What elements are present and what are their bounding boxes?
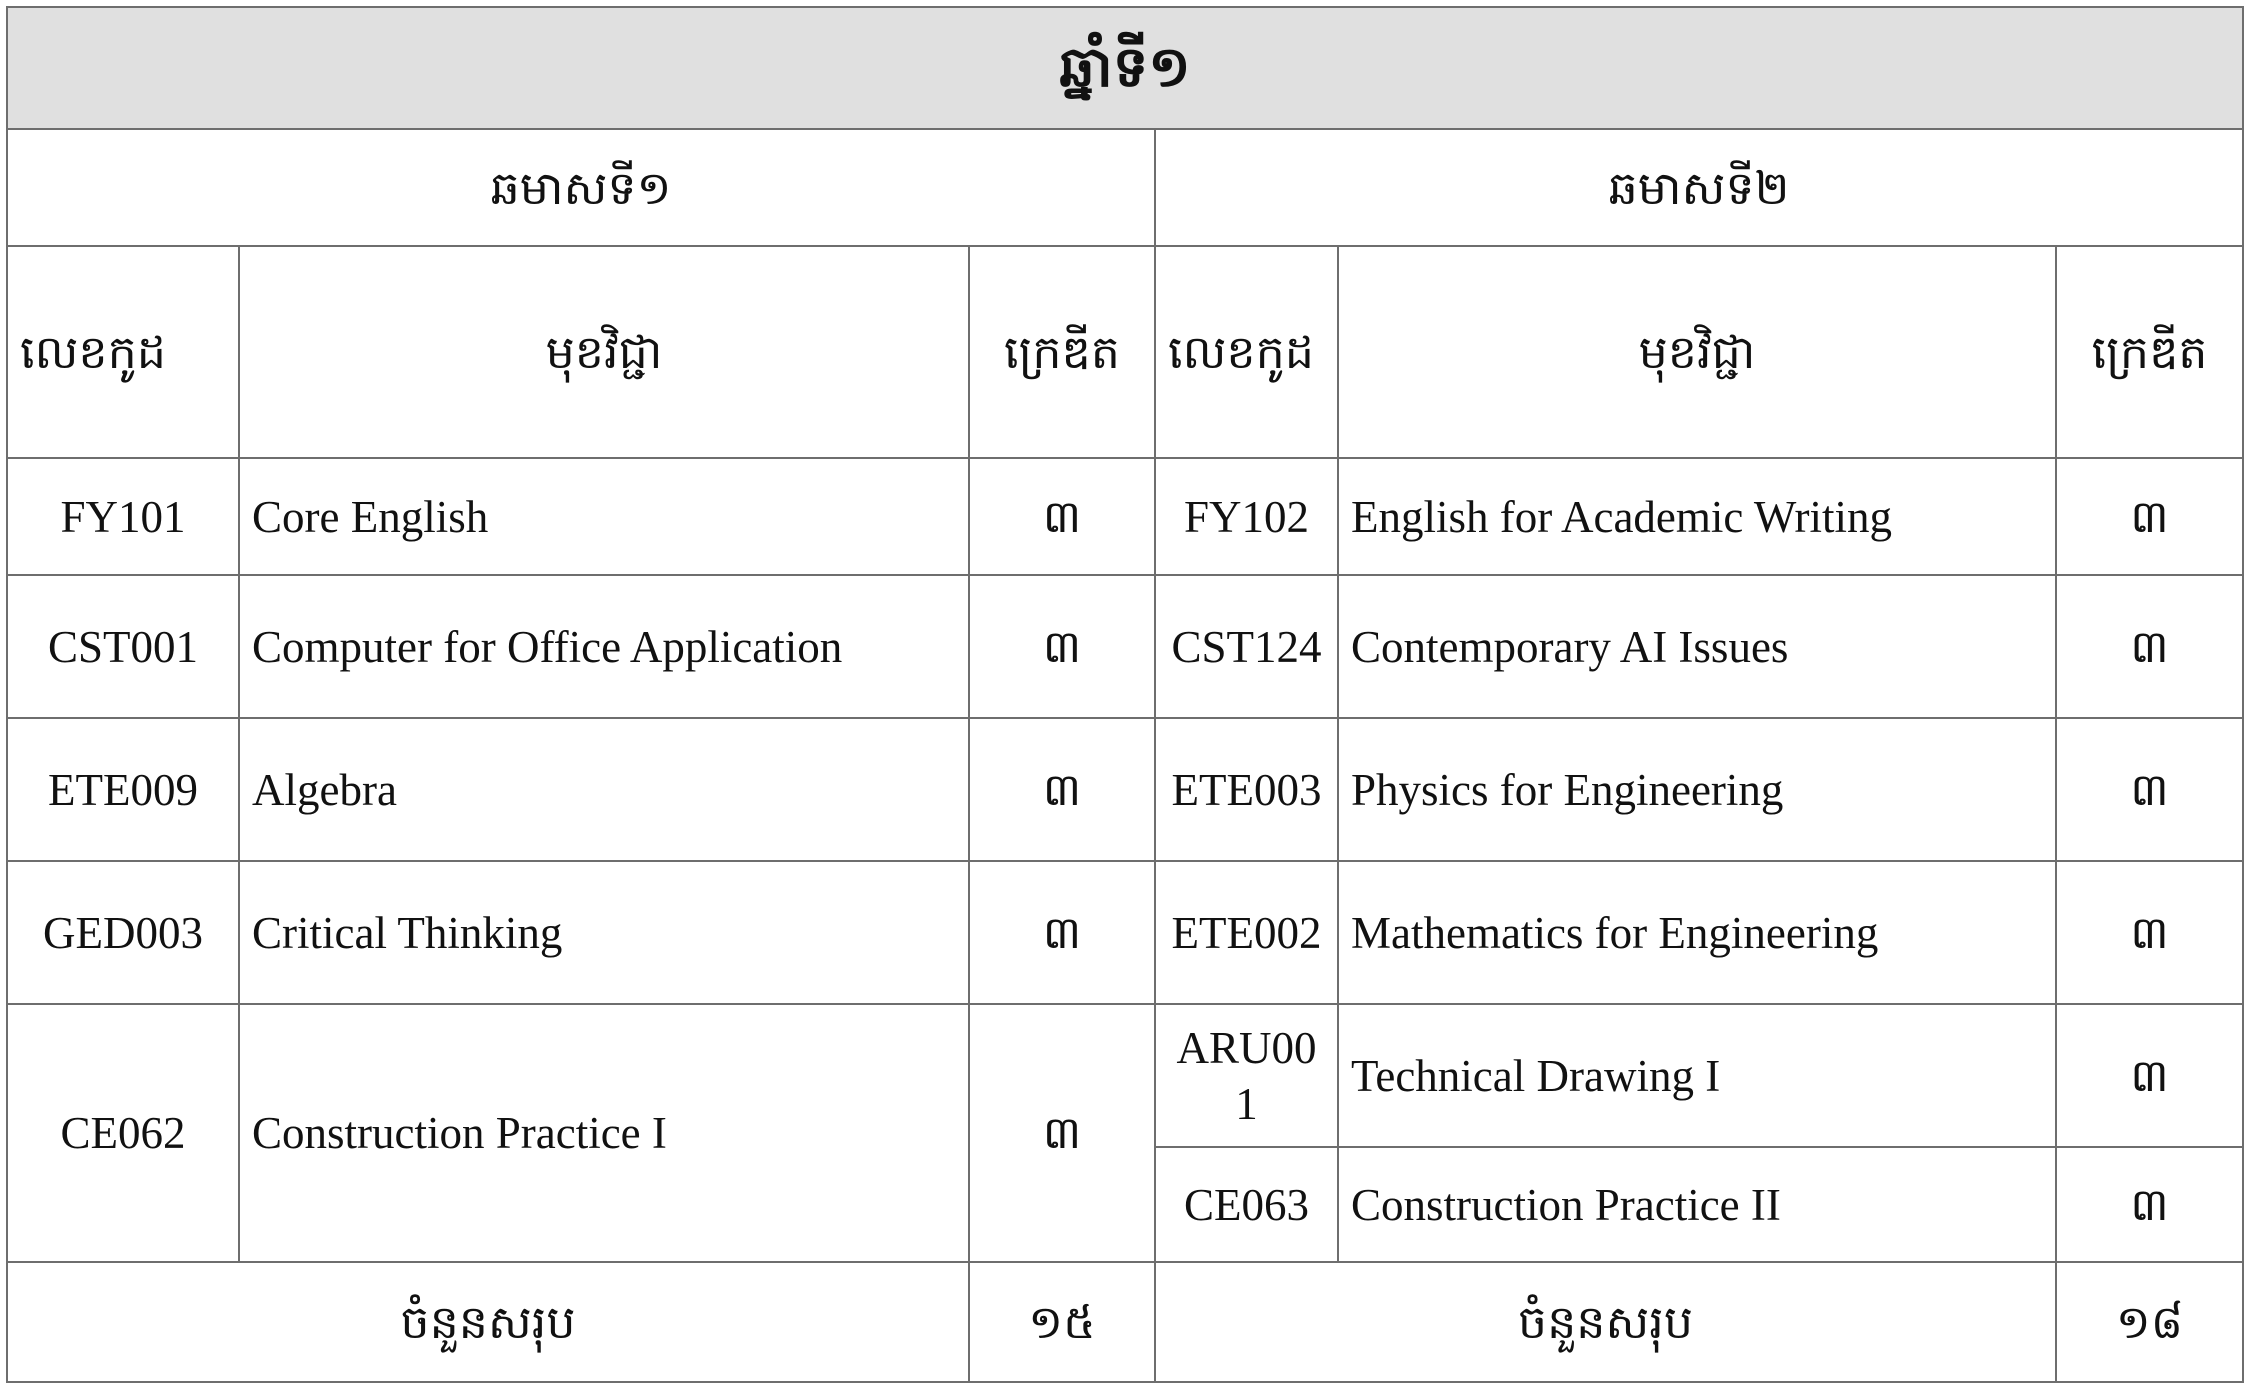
sem2-course-code: CE063 <box>1155 1147 1338 1262</box>
sem2-course-subject: English for Academic Writing <box>1338 458 2056 575</box>
sem2-course-code: ETE002 <box>1155 861 1338 1004</box>
sem2-course-code: ETE003 <box>1155 718 1338 861</box>
sem1-course-code: FY101 <box>7 458 239 575</box>
sem2-course-subject: Technical Drawing I <box>1338 1004 2056 1147</box>
sem2-course-credit: ៣ <box>2056 458 2243 575</box>
sem1-course-subject: Construction Practice I <box>239 1004 969 1262</box>
table-row <box>7 575 2243 718</box>
sem1-course-credit: ៣ <box>969 861 1155 1004</box>
sem1-total-credits: ១៥ <box>969 1262 1155 1382</box>
sem2-course-code: FY102 <box>1155 458 1338 575</box>
sem1-code-header: លេខកូដ <box>7 246 239 458</box>
sem1-course-code: ETE009 <box>7 718 239 861</box>
sem2-course-credit: ៣ <box>2056 1147 2243 1262</box>
sem1-total-label: ចំនួនសរុប <box>7 1262 969 1382</box>
sem1-course-code: CE062 <box>7 1004 239 1262</box>
sem2-code-header: លេខកូដ <box>1155 246 1338 458</box>
table-row <box>7 1004 2243 1147</box>
sem1-course-credit: ៣ <box>969 718 1155 861</box>
sem2-course-subject: Contemporary AI Issues <box>1338 575 2056 718</box>
sem1-course-credit: ៣ <box>969 1004 1155 1262</box>
sem2-total-credits: ១៨ <box>2056 1262 2243 1382</box>
sem1-course-subject: Core English <box>239 458 969 575</box>
sem1-course-credit: ៣ <box>969 458 1155 575</box>
sem1-course-subject: Critical Thinking <box>239 861 969 1004</box>
sem2-course-code: CST124 <box>1155 575 1338 718</box>
sem2-credit-header: ក្រេឌីត <box>2056 246 2243 458</box>
semester-2-title: ឆមាសទី២ <box>1155 129 2243 246</box>
sem2-course-credit: ៣ <box>2056 718 2243 861</box>
table-row <box>7 861 2243 1004</box>
sem2-course-subject: Physics for Engineering <box>1338 718 2056 861</box>
total-row <box>7 1262 2243 1382</box>
sem1-course-code: CST001 <box>7 575 239 718</box>
table-row <box>7 458 2243 575</box>
sem1-course-credit: ៣ <box>969 575 1155 718</box>
semester-1-title: ឆមាសទី១ <box>7 129 1155 246</box>
sem2-total-label: ចំនួនសរុប <box>1155 1262 2056 1382</box>
table-row <box>7 718 2243 861</box>
sem2-course-subject: Construction Practice II <box>1338 1147 2056 1262</box>
year-title: ឆ្នាំទី១ <box>7 7 2243 129</box>
sem2-course-code: ARU001 <box>1155 1004 1338 1147</box>
sem1-course-code: GED003 <box>7 861 239 1004</box>
sem1-subject-header: មុខវិជ្ជា <box>239 246 969 458</box>
sem1-credit-header: ក្រេឌីត <box>969 246 1155 458</box>
sem1-course-subject: Algebra <box>239 718 969 861</box>
sem2-course-credit: ៣ <box>2056 575 2243 718</box>
sem2-subject-header: មុខវិជ្ជា <box>1338 246 2056 458</box>
curriculum-table <box>6 6 2244 1383</box>
sem2-course-credit: ៣ <box>2056 861 2243 1004</box>
sem1-course-subject: Computer for Office Application <box>239 575 969 718</box>
sem2-course-subject: Mathematics for Engineering <box>1338 861 2056 1004</box>
sem2-course-credit: ៣ <box>2056 1004 2243 1147</box>
